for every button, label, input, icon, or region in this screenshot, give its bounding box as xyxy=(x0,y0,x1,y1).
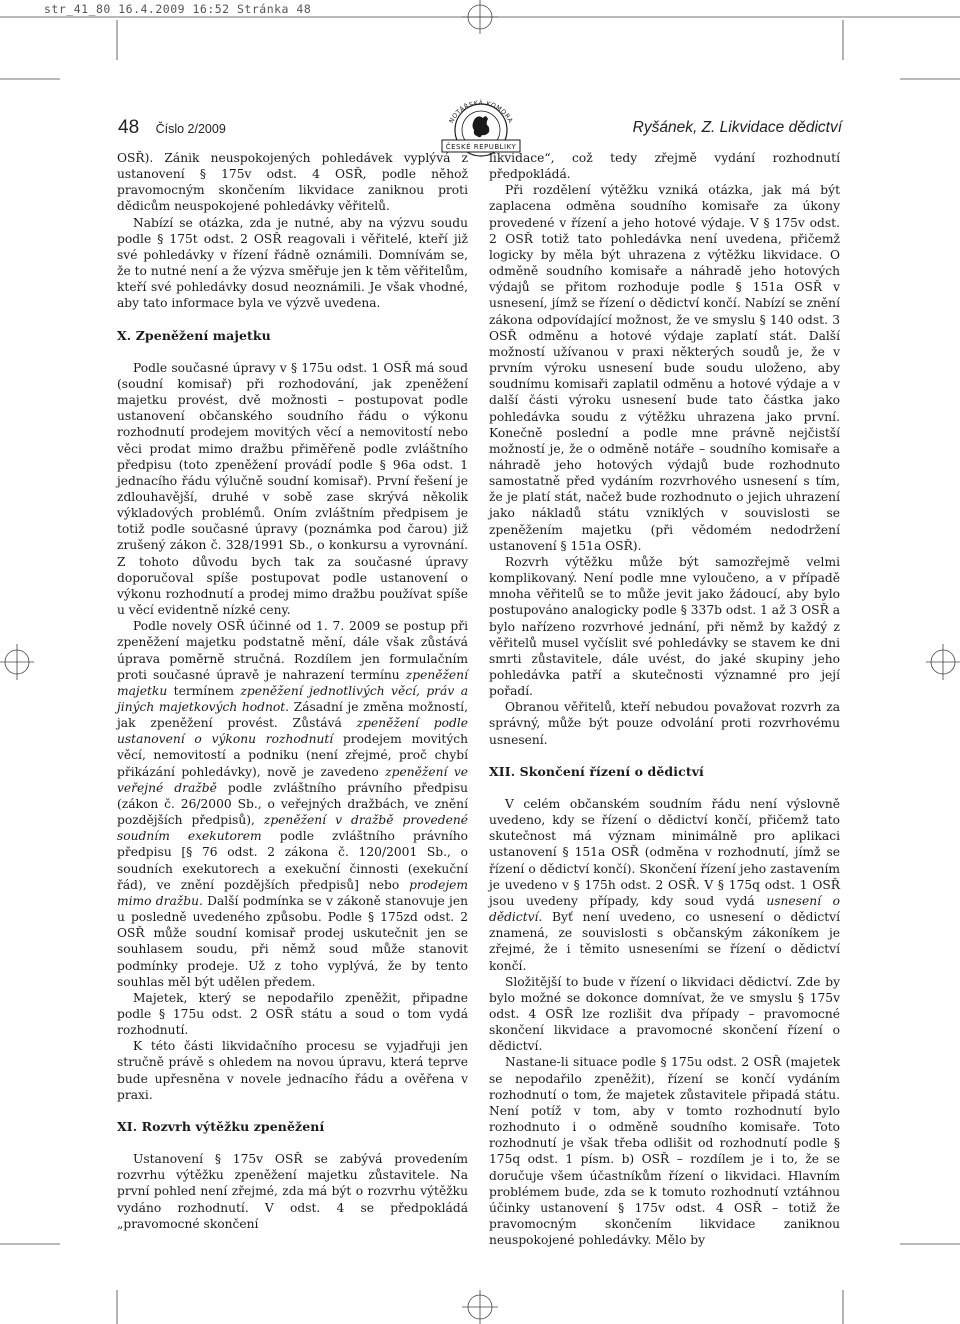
registration-mark-left-icon xyxy=(0,644,34,680)
paragraph: Nabízí se otázka, zda je nutné, aby na výzvu soudu podle § 175t odst. 2 OSŘ reagovali i věřitelé, kteří již své pohledávky v řízení řádně oznámili. Domnívám se, že to nutné není a že výzva směřuje jen k těm věřitelům, kteří své pohledávky dosud neoznámili. Je však vhodné, aby tato informace byla ve výzvě uvedena. xyxy=(117,215,468,311)
paragraph: K této části likvidačního procesu se vyjadřuji jen stručně právě s ohledem na novou úpravu, která teprve bude upřesněna v novele jednacího řádu a ověřena v praxi. xyxy=(117,1039,468,1102)
page-header-left xyxy=(118,117,226,139)
paragraph: Obranou věřitelů, kteří nebudou považovat rozvrh za správný, může být pouze odvolání proti rozvrhovému usnesení. xyxy=(489,700,840,747)
paragraph: OSŘ). Zánik neuspokojených pohledávek vyplývá z ustanovení § 175v odst. 4 OSŘ, podle něhož pravomocným skončením likvidace zaniknou proti dědicům neuspokojené pohledávky věřitelů. xyxy=(117,151,468,214)
registration-mark-right-icon xyxy=(926,644,960,680)
registration-mark-top-icon xyxy=(462,0,498,34)
left-column xyxy=(117,150,468,1232)
page-number: 48 xyxy=(118,117,140,138)
section-heading-xii: XII. Skončení řízení o dědictví xyxy=(489,763,704,779)
issue-number: Číslo 2/2009 xyxy=(155,122,226,136)
paragraph: Nastane-li situace podle § 175u odst. 2 OSŘ (majetek se nepodařilo zpeněžit), řízení se končí vydáním rozhodnutí o tom, že majetek zůstavitele připadá státu. Není potíž v tom, aby v tomto rozhodnutí bylo rozhodnuto i o odměně soudního komisaře. Toto rozhodnutí je však třeba odlišit od rozhodnutí podle § 175q odst. 1 písm. b) OSŘ – rozdílem je i to, že se doručuje všem účastníkům řízení o likvidaci. Hlavním problémem bude, zda se k tomuto rozhodnutí vztáhnou účinky ustanovení § 175v odst. 4 OSŘ – totiž že pravomocným skončením likvidace zaniknou neuspokojené pohledávky. Mělo by xyxy=(489,1055,840,1248)
print-slug: str_41_80 16.4.2009 16:52 Stránka 48 xyxy=(44,2,312,16)
registration-mark-bottom-icon xyxy=(462,1290,498,1324)
paragraph: Podle novely OSŘ účinné od 1. 7. 2009 se postup při zpeněžení majetku podstatně mění, dále však zůstává úprava poměrně stručná. Rozdílem jen formulačním proti současné úpravě je nahrazení termínu zpeněžení majetku termínem zpeněžení jednotlivých věcí, práv a jiných majetkových hodnot. Zásadní je změna možností, jak zpeněžení provést. Zůstává zpeněžení podle ustanovení o výkonu rozhodnutí prodejem movitých věcí, nemovitostí a podniku (není zřejmé, proč chybí přikázání pohledávky), nově je zavedeno zpeněžení ve veřejné dražbě podle zvláštního právního předpisu (zákon č. 26/2000 Sb., o veřejných dražbách, ve znění pozdějších předpisů), zpeněžení v dražbě provedené soudním exekutorem podle zvláštního právního předpisu [§ 76 odst. 2 zákona č. 120/2001 Sb., o soudních exekutorech a exekuční činnosti (exekuční řád), ve znění pozdějších předpisů] nebo prodejem mimo dražbu. Další podmínka se v zákoně stanovuje jen u posledně uvedeného způsobu. Podle § 175zd odst. 2 OSŘ může soudní komisař prodej uskutečnit jen se souhlasem soudu, při němž soud může stanovit podmínky prodeje. Už z toho vyplývá, že by tento souhlas měl být udělen předem. xyxy=(117,619,469,989)
paragraph: Při rozdělení výtěžku vzniká otázka, jak má být zaplacena odměna soudního komisaře za úkony provedené v řízení a jeho hotové výdaje. V § 175v odst. 2 OSŘ totiž tato pohledávka není uvedena, přičemž logicky by měla být uhrazena z výtěžku likvidace. O odměně soudního komisaře a náhradě jeho hotových výdajů se přitom rozhoduje podle § 151a OSŘ v usnesení, jímž se řízení o dědictví končí. Nabízí se znění zákona odpovídající možnost, že ve smyslu § 140 odst. 3 OSŘ odměnu a hotové výdaje zaplatí stát. Další možností užívanou v praxi některých soudů je, že v prvním výroku usnesení bude soudu uloženo, aby soudnímu komisaři zaplatil odměnu a hotové výdaje a v další části výroku usnesení bude tato částka jako pohledávka soudu z výtěžku uhrazena jako první. Konečně poslední a podle mne právně nejčistší možností je, že o odměně notáře – soudního komisaře a náhradě jeho hotových výdajů bude rozhodnuto samostatně před vydáním rozvrhového usnesení s tím, že je platí stát, načež bude rozhodnuto o jejich uhrazení jako nákladů státu vzniklých v souvislosti se zpeněžením majetku (při vědomém nedodržení ustanovení § 151a OSŘ). xyxy=(489,183,840,553)
notarska-komora-seal-icon xyxy=(436,92,526,158)
running-title: Ryšánek, Z. Likvidace dědictví xyxy=(632,119,842,136)
paragraph: likvidace“, což tedy zřejmě vydání rozhodnutí předpokládá. xyxy=(489,151,840,182)
right-column xyxy=(489,150,840,1248)
notarska-komora-logo xyxy=(436,92,526,158)
paragraph: Rozvrh výtěžku může být samozřejmě velmi komplikovaný. Není podle mne vyloučeno, a v případě mnoha věřitelů se to může jevit jako žádoucí, aby bylo postupováno analogicky podle § 337b odst. 1 až 3 OSŘ a bylo nařízeno rozvrhové jednání, při němž by každý z věřitelů musel vyčíslit své pohledávky se stavem ke dni smrti zůstavitele, dále uvést, do jaké skupiny jeho pohledávka patří a skutečnosti významné pro její pořadí. xyxy=(489,554,840,699)
section-heading-x: X. Zpeněžení majetku xyxy=(117,327,271,343)
paragraph: Ustanovení § 175v OSŘ se zabývá provedením rozvrhu výtěžku zpeněžení majetku zůstavitele. Na první pohled není zřejmé, zda má být o rozvrhu výtěžku vydáno rozhodnutí. V odst. 4 se předpokládá „pravomocné skončení xyxy=(117,1152,468,1231)
paragraph: V celém občanském soudním řádu není výslovně uvedeno, kdy se řízení o dědictví končí, přičemž tato skutečnost má význam minimálně pro aplikaci ustanovení § 151a OSŘ (odměna v rozhodnutí, jímž se řízení o dědictví končí). Skončení řízení jeho zastavením je uvedeno v § 175h odst. 2 OSŘ. V § 175q odst. 1 OSŘ jsou uvedeny případy, kdy soud vydá usnesení o dědictví. Byť není uvedeno, co usnesení o dědictví znamená, ze souvislosti s občanským zákoníkem je zřejmé, že i těmito usneseními se řízení o dědictví končí. xyxy=(489,796,840,973)
paragraph: Podle současné úpravy v § 175u odst. 1 OSŘ má soud (soudní komisař) při rozhodování, jak zpeněžení majetku provést, dvě možnosti – postupovat podle ustanovení občanského soudního řádu o výkonu rozhodnutí prodejem movitých věcí a nemovitostí nebo věci prodat mimo dražbu přiměřeně podle zvláštního předpisu (toto zpeněžení provádí podle § 96a odst. 1 jednacího řádu výlučně soudní komisař). První řešení je zdlouhavější, druhé v sobě zase skrývá několik výkladových problémů. Oním zvláštním předpisem je totiž podle současné úpravy (poznámka pod čarou) již zrušený zákon č. 328/1991 Sb., o konkursu a vyrovnání. Z tohoto důvodu bych tak za současné úpravy doporučoval spíše postupovat podle ustanovení o výkonu rozhodnutí a prodej mimo dražbu používat spíše u věcí evidentně nízké ceny. xyxy=(117,360,468,618)
svg-text:ČESKÉ REPUBLIKY: ČESKÉ REPUBLIKY xyxy=(445,143,517,151)
paragraph: Složitější to bude v řízení o likvidaci dědictví. Zde by bylo možné se dokonce domnívat, že ve smyslu § 175v odst. 4 OSŘ lze rozlišit dva případy – pravomocné skončení likvidace a pravomocné skončení řízení o dědictví. xyxy=(489,974,840,1054)
section-heading-xi: XI. Rozvrh výtěžku zpeněžení xyxy=(117,1118,325,1134)
paragraph: Majetek, který se nepodařilo zpeněžit, připadne podle § 175u odst. 2 OSŘ státu a soud o tom vydá rozhodnutí. xyxy=(117,990,468,1038)
svg-text:NOTÁŘSKÁ KOMORA: NOTÁŘSKÁ KOMORA xyxy=(448,99,514,125)
